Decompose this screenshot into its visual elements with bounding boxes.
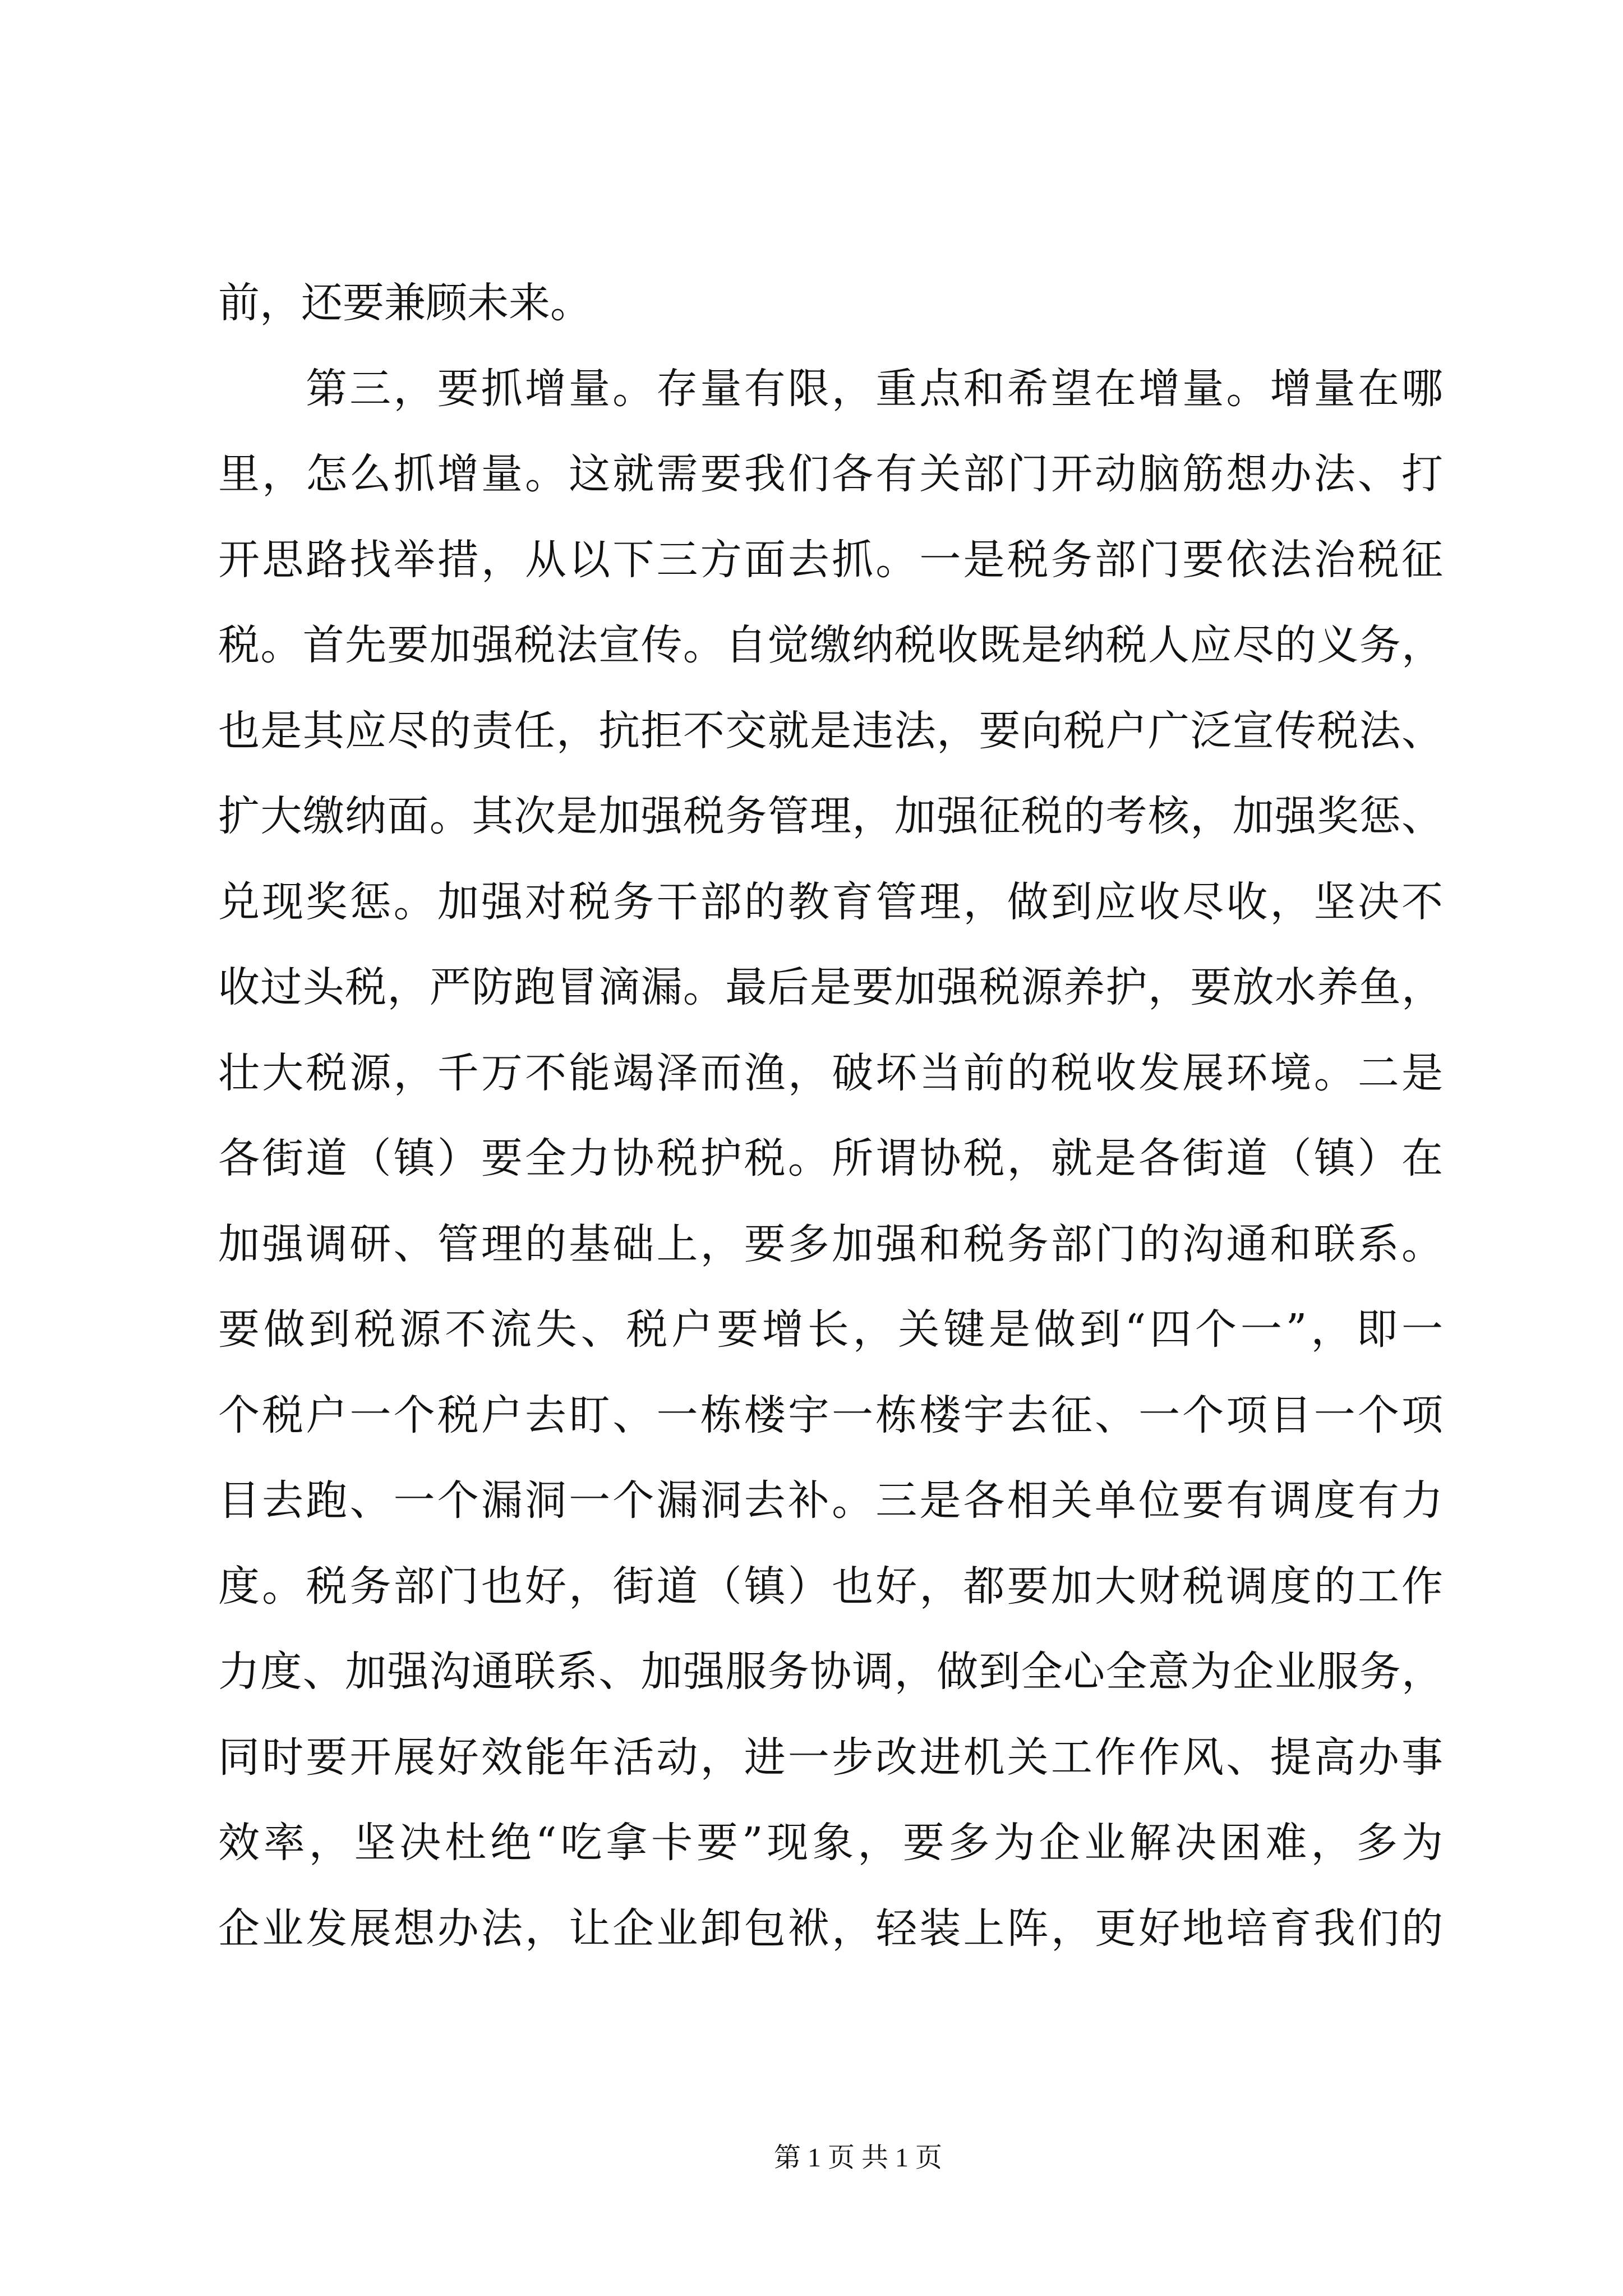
- body-text: [218, 260, 1443, 1971]
- text-line: 各街道（镇）要全力协税护税。所谓协税，就是各街道（镇）在: [218, 1134, 1443, 1182]
- text-line: 要做到税源不流失、税户要增长，关键是做到“四个一”，即一: [218, 1305, 1443, 1354]
- paragraph: [218, 346, 1443, 1972]
- page-number-label: 第 1 页 共 1 页: [773, 2143, 942, 2173]
- text-line: 也是其应尽的责任，抗拒不交就是违法，要向税户广泛宣传税法、: [218, 706, 1443, 755]
- text-line: 前，还要兼顾未来。: [218, 279, 592, 327]
- text-line: 个税户一个税户去盯、一栋楼宇一栋楼宇去征、一个项目一个项: [218, 1391, 1443, 1439]
- text-line: 同时要开展好效能年活动，进一步改进机关工作作风、提高办事: [218, 1733, 1443, 1782]
- text-line: 扩大缴纳面。其次是加强税务管理，加强征税的考核，加强奖惩、: [218, 792, 1443, 840]
- text-line: 企业发展想办法，让企业卸包袱，轻装上阵，更好地培育我们的: [218, 1904, 1443, 1953]
- text-line: 壮大税源，千万不能竭泽而渔，破坏当前的税收发展环境。二是: [218, 1048, 1443, 1097]
- text-line: 税。首先要加强税法宣传。自觉缴纳税收既是纳税人应尽的义务，: [218, 621, 1443, 669]
- paragraph: [218, 260, 1443, 346]
- text-line: 目去跑、一个漏洞一个漏洞去补。三是各相关单位要有调度有力: [218, 1476, 1443, 1525]
- page-footer: [718, 2136, 998, 2180]
- text-line: 第三，要抓增量。存量有限，重点和希望在增量。增量在哪: [306, 364, 1443, 413]
- text-line: 度。税务部门也好，街道（镇）也好，都要加大财税调度的工作: [218, 1562, 1443, 1611]
- text-line: 里，怎么抓增量。这就需要我们各有关部门开动脑筋想办法、打: [218, 450, 1443, 498]
- text-line: 加强调研、管理的基础上，要多加强和税务部门的沟通和联系。: [218, 1220, 1443, 1268]
- text-line: 力度、加强沟通联系、加强服务协调，做到全心全意为企业服务，: [218, 1648, 1443, 1696]
- text-line: 效率，坚决杜绝“吃拿卡要”现象，要多为企业解决困难，多为: [218, 1819, 1443, 1867]
- text-line: 兑现奖惩。加强对税务干部的教育管理，做到应收尽收，坚决不: [218, 877, 1443, 926]
- text-line: 收过头税，严防跑冒滴漏。最后是要加强税源养护，要放水养鱼，: [218, 963, 1443, 1011]
- text-line: 开思路找举措，从以下三方面去抓。一是税务部门要依法治税征: [218, 535, 1443, 584]
